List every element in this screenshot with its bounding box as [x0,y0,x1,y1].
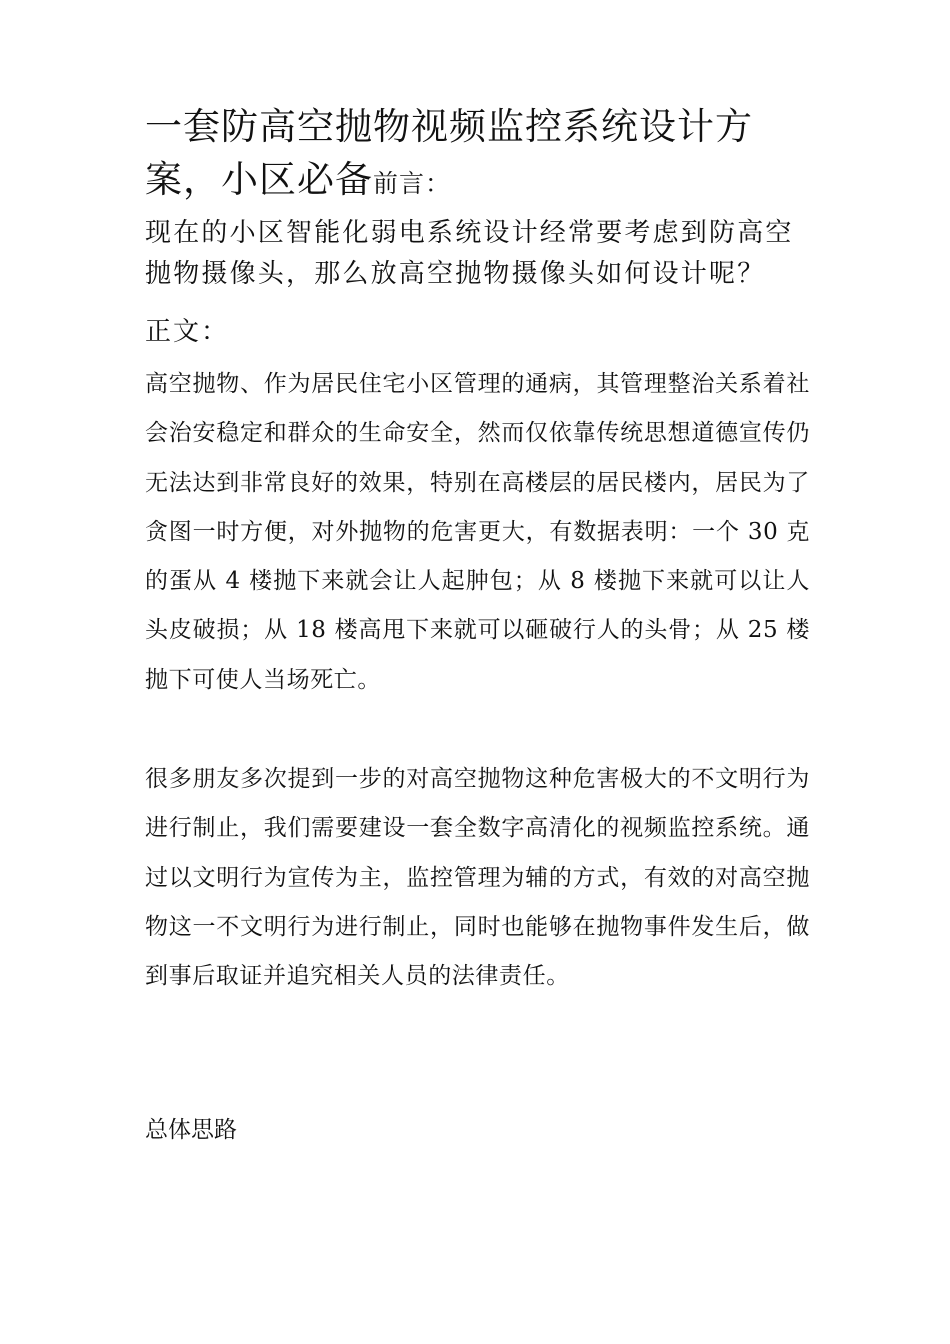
preface-label: 前言： [373,169,452,198]
body-paragraph-2: 很多朋友多次提到一步的对高空抛物这种危害极大的不文明行为进行制止，我们需要建设一套全数字高清化的视频监控系统。通过以文明行为宣传为主，监控管理为辅的方式，有效的对高空抛物这一不文明行为进行制止，同时也能够在抛物事件发生后，做到事后取证并追究相关人员的法律责任。 [145,766,810,990]
body-paragraph-1: 高空抛物、作为居民住宅小区管理的通病，其管理整治关系着社会治安稳定和群众的生命安全，然而仅依靠传统思想道德宣传仍无法达到非常良好的效果，特别在高楼层的居民楼内，居民为了贪图一时方便，对外抛物的危害更大，有数据表明：一个 30 克的蛋从 4 楼抛下来就会让人起肿包；从 8 楼抛下来就可以让人头皮破损；从 18 楼高甩下来就可以砸破行人的头骨；从 25 楼抛下可使人当场死亡。 [145,371,810,693]
body-label: 正文： [145,317,230,347]
intro-paragraph: 现在的小区智能化弱电系统设计经常要考虑到防高空抛物摄像头，那么放高空抛物摄像头如何设计呢？ [145,218,794,289]
section-heading: 总体思路 [145,1117,237,1143]
document-title-text: 一套防高空抛物视频监控系统设计方案，小区必备 [145,105,753,201]
document-title [145,100,825,210]
